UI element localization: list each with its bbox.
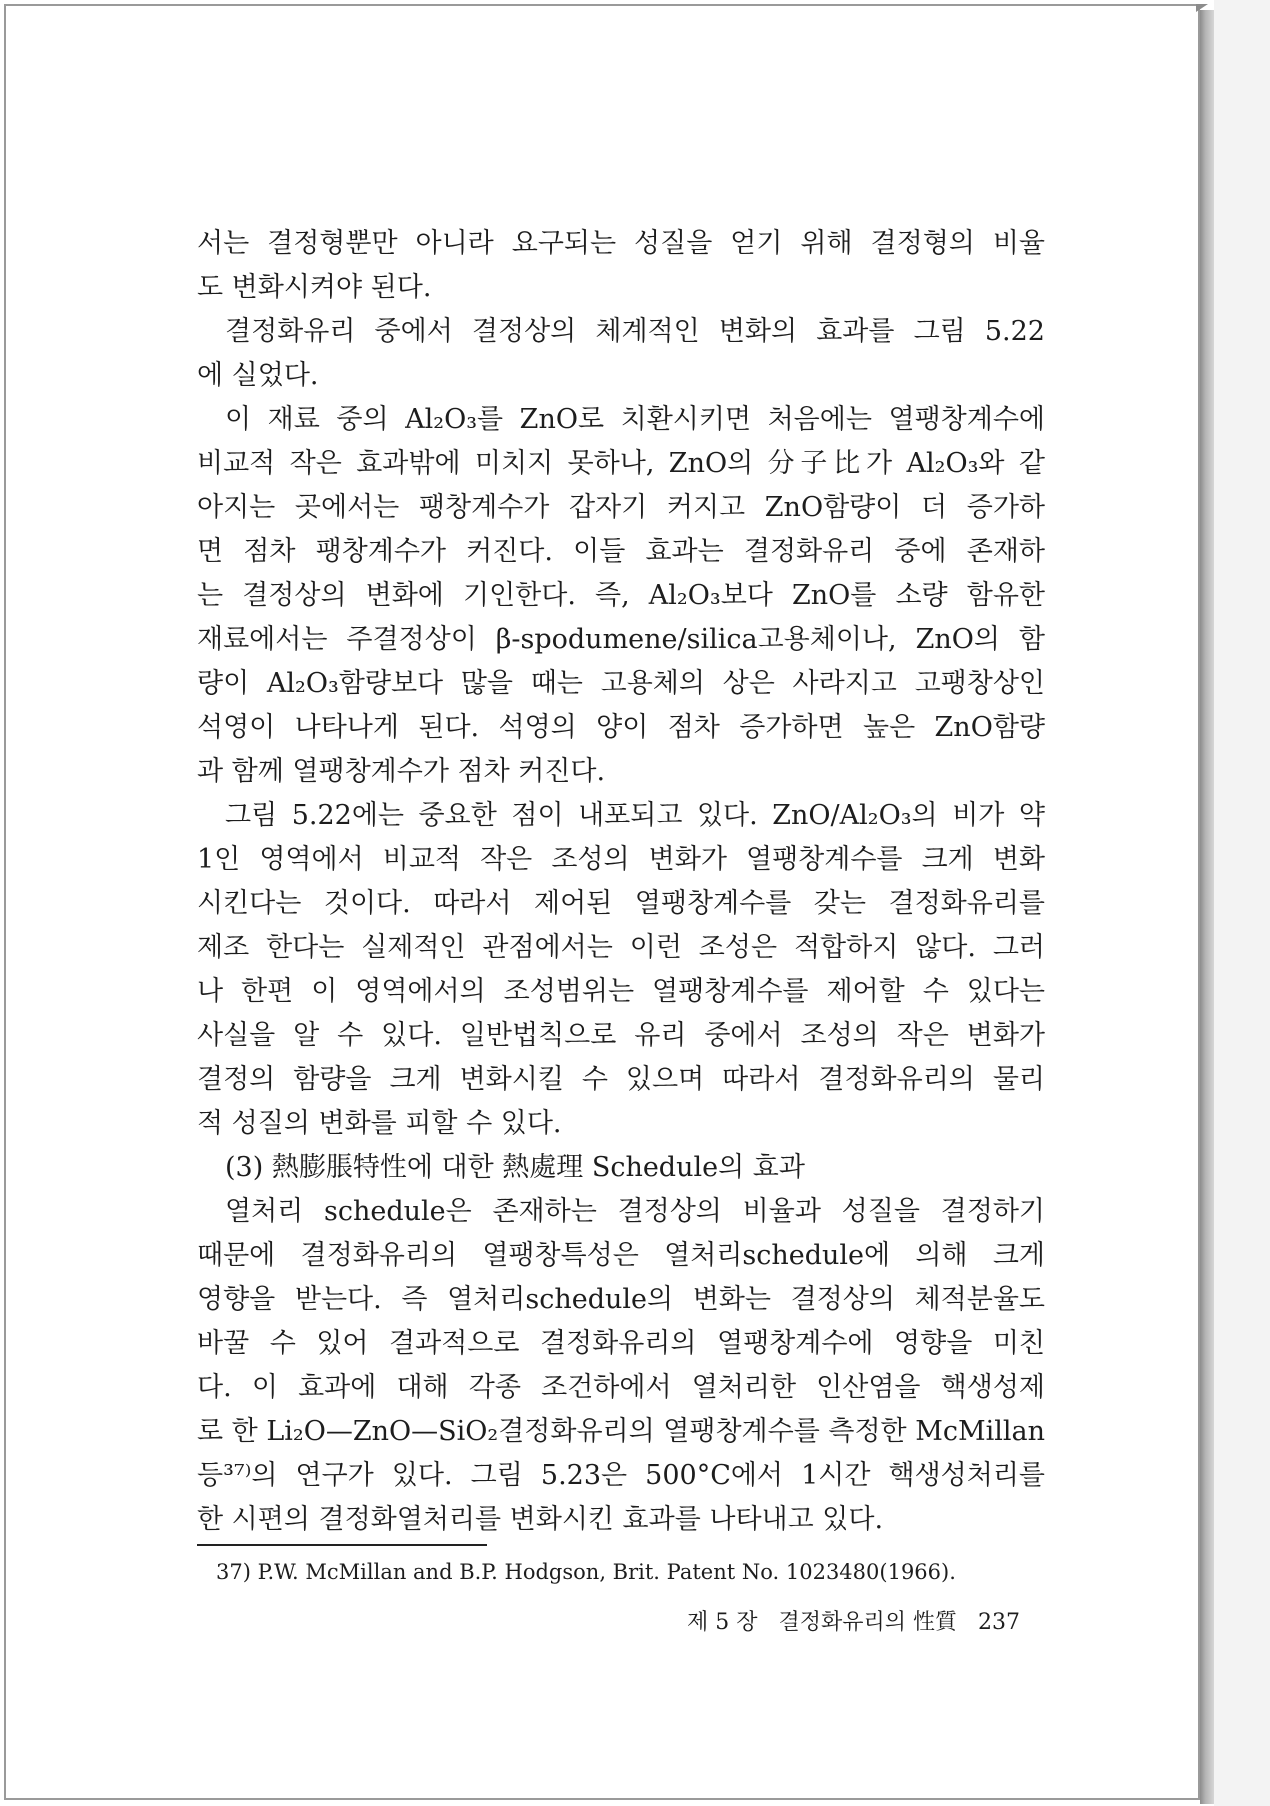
body-line: 이 재료 중의 Al₂O₃를 ZnO로 치환시키면 처음에는 열팽창계수에	[225, 404, 1045, 435]
body-line: 다. 이 효과에 대해 각종 조건하에서 열처리한 인산염을 핵생성제	[197, 1372, 1045, 1403]
viewer-background	[1214, 0, 1270, 1806]
body-line: 바꿀 수 있어 결과적으로 결정화유리의 열팽창계수에 영향을 미친	[197, 1328, 1045, 1359]
page-edge-shadow	[1200, 10, 1214, 1804]
body-line: 때문에 결정화유리의 열팽창특성은 열처리schedule에 의해 크게	[197, 1240, 1045, 1271]
body-line: 한 시편의 결정화열처리를 변화시킨 효과를 나타내고 있다.	[197, 1504, 884, 1535]
body-text	[197, 222, 1045, 1542]
body-line: 비교적 작은 효과밖에 미치지 못하나, ZnO의 分子比가 Al₂O₃와 같	[197, 448, 1045, 479]
body-line: 등³⁷⁾의 연구가 있다. 그림 5.23은 500°C에서 1시간 핵생성처리를	[197, 1460, 1045, 1491]
body-line: 적 성질의 변화를 피할 수 있다.	[197, 1108, 562, 1139]
body-line: 열처리 schedule은 존재하는 결정상의 비율과 성질을 결정하기	[225, 1196, 1045, 1227]
body-line: 제조 한다는 실제적인 관점에서는 이런 조성은 적합하지 않다. 그러	[197, 932, 1045, 963]
footnote-rule	[197, 1544, 487, 1546]
section-heading: (3) 熱膨脹特性에 대한 熱處理 Schedule의 효과	[225, 1152, 805, 1183]
footnote: 37) P.W. McMillan and B.P. Hodgson, Brit. Patent No. 1023480(1966).	[216, 1560, 956, 1584]
body-line: 면 점차 팽창계수가 커진다. 이들 효과는 결정화유리 중에 존재하	[197, 536, 1045, 567]
body-line: 도 변화시켜야 된다.	[197, 272, 432, 303]
body-line: 석영이 나타나게 된다. 석영의 양이 점차 증가하면 높은 ZnO함량	[197, 712, 1045, 743]
body-line: 결정화유리 중에서 결정상의 체계적인 변화의 효과를 그림 5.22	[225, 316, 1045, 347]
body-line: 1인 영역에서 비교적 작은 조성의 변화가 열팽창계수를 크게 변화	[197, 844, 1045, 875]
body-line: 시킨다는 것이다. 따라서 제어된 열팽창계수를 갖는 결정화유리를	[197, 888, 1045, 919]
body-line: 나 한편 이 영역에서의 조성범위는 열팽창계수를 제어할 수 있다는	[197, 976, 1045, 1007]
page-number: 237	[978, 1610, 1020, 1635]
body-line: 량이 Al₂O₃함량보다 많을 때는 고용체의 상은 사라지고 고팽창상인	[197, 668, 1045, 699]
body-line: 에 실었다.	[197, 360, 319, 391]
body-line: 로 한 Li₂O—ZnO—SiO₂결정화유리의 열팽창계수를 측정한 McMillan	[197, 1416, 1045, 1447]
footer-title: 결정화유리의 性質	[778, 1610, 957, 1635]
body-line: 영향을 받는다. 즉 열처리schedule의 변화는 결정상의 체적분율도	[197, 1284, 1045, 1315]
body-line: 서는 결정형뿐만 아니라 요구되는 성질을 얻기 위해 결정형의 비율	[197, 228, 1045, 259]
body-line: 는 결정상의 변화에 기인한다. 즉, Al₂O₃보다 ZnO를 소량 함유한	[197, 580, 1045, 611]
body-line: 사실을 알 수 있다. 일반법칙으로 유리 중에서 조성의 작은 변화가	[197, 1020, 1045, 1051]
body-line: 아지는 곳에서는 팽창계수가 갑자기 커지고 ZnO함량이 더 증가하	[197, 492, 1045, 523]
body-line: 과 함께 열팽창계수가 점차 커진다.	[197, 756, 606, 787]
body-line: 결정의 함량을 크게 변화시킬 수 있으며 따라서 결정화유리의 물리	[197, 1064, 1045, 1095]
running-footer	[640, 1605, 1020, 1641]
page-corner	[1196, 4, 1208, 12]
body-line: 재료에서는 주결정상이 β-spodumene/silica고용체이나, ZnO의 함	[197, 624, 1045, 655]
body-line: 그림 5.22에는 중요한 점이 내포되고 있다. ZnO/Al₂O₃의 비가 약	[225, 800, 1045, 831]
footer-chapter: 제 5 장	[686, 1610, 758, 1635]
